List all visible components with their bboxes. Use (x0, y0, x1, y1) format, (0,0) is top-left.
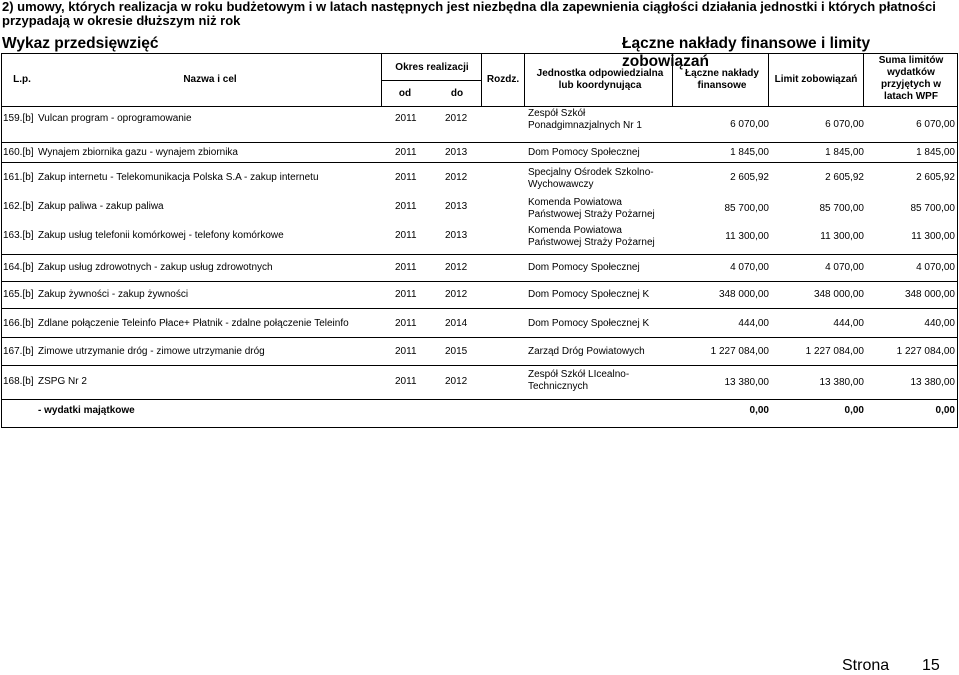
table-row-from: 2011 (395, 262, 417, 273)
table-row-limit: 13 380,00 (819, 377, 864, 388)
table-row-unit: Dom Pomocy Społecznej (528, 262, 640, 273)
list-title: Wykaz przedsięwzięć (2, 35, 159, 52)
table-row-unit: Specjalny Ośrodek Szkolno-Wychowawczy (528, 167, 654, 190)
table-row-name: Zakup internetu - Telekomunikacja Polska S.A - zakup internetu (38, 172, 319, 183)
table-row-total: 85 700,00 (724, 203, 769, 214)
table-row-unit: Dom Pomocy Społecznej K (528, 318, 650, 329)
table-row-from: 2011 (395, 147, 417, 158)
header-name: Nazwa i cel (183, 74, 237, 85)
table-row-to: 2013 (445, 147, 468, 158)
header-to: do (450, 88, 464, 99)
table-row-lp: 167.[b] (3, 346, 34, 357)
table-row-total: 11 300,00 (725, 231, 769, 242)
table-row-from: 2011 (395, 346, 417, 357)
table-row-to: 2012 (445, 376, 468, 387)
table-row-lp: 161.[b] (3, 172, 34, 183)
table-row-limit: 6 070,00 (825, 119, 864, 130)
table-row-to: 2014 (445, 318, 468, 329)
table-row-sum: 13 380,00 (910, 377, 955, 388)
header-section: Rozdz. (486, 74, 520, 85)
table-row-to: 2013 (445, 201, 468, 212)
footer-page-number: 15 (922, 657, 940, 674)
summary-total: 0,00 (749, 405, 769, 416)
header-sum: Suma limitów wydatków przyjętych w latach WPF (878, 55, 944, 102)
table-row-total: 2 605,92 (730, 172, 769, 183)
table-row-from: 2011 (395, 172, 417, 183)
table-row-name: Vulcan program - oprogramowanie (38, 113, 192, 124)
header-from: od (398, 88, 412, 99)
table-row-unit: Dom Pomocy Społecznej (528, 147, 640, 158)
table-row-to: 2012 (445, 262, 468, 273)
table-row-total: 1 845,00 (730, 147, 769, 158)
table-row-from: 2011 (395, 113, 417, 124)
header-lp: L.p. (13, 74, 31, 85)
header-total: Łączne nakłady finansowe (685, 68, 759, 91)
table-row-from: 2011 (395, 289, 417, 300)
table-row-name: Wynajem zbiornika gazu - wynajem zbiornika (38, 147, 238, 158)
table-row-sum: 4 070,00 (916, 262, 955, 273)
table-row-sum: 6 070,00 (916, 119, 955, 130)
header-period: Okres realizacji (395, 62, 469, 73)
table-row-name: Zdlane połączenie Teleinfo Płace+ Płatnik - zdalne połączenie Teleinfo (38, 318, 349, 329)
table-row-total: 6 070,00 (730, 119, 769, 130)
table-row-lp: 163.[b] (3, 230, 34, 241)
header-limit: Limit zobowiązań (774, 74, 858, 85)
table-row-lp: 159.[b] (3, 113, 34, 124)
table-row-name: Zakup usług telefonii komórkowej - telefony komórkowe (38, 230, 284, 241)
table-row-sum: 1 845,00 (916, 147, 955, 158)
table-row-limit: 444,00 (833, 318, 864, 329)
table-row-to: 2012 (445, 113, 468, 124)
table-row-to: 2013 (445, 230, 468, 241)
table-row-sum: 348 000,00 (904, 289, 955, 300)
table-row-sum: 440,00 (924, 318, 955, 329)
table-row-lp: 160.[b] (3, 147, 34, 158)
table-row-to: 2012 (445, 172, 468, 183)
table-row-name: Zakup żywności - zakup żywności (38, 289, 189, 300)
table-row-total: 348 000,00 (718, 289, 769, 300)
table-row-limit: 11 300,00 (820, 231, 864, 242)
table-row-sum: 85 700,00 (910, 203, 955, 214)
table-row-name: ZSPG Nr 2 (38, 376, 87, 387)
summary-sum: 0,00 (935, 405, 955, 416)
table-row-unit: Zespół Szkół LIcealno-Technicznych (528, 369, 630, 392)
table-row-name: Zimowe utrzymanie dróg - zimowe utrzymanie dróg (38, 346, 265, 357)
totals-title: Łączne nakłady finansowe i limity zobowiązań (622, 35, 871, 70)
table-row-unit: Zarząd Dróg Powiatowych (528, 346, 645, 357)
table-row-sum: 2 605,92 (916, 172, 955, 183)
table-row-unit: Komenda Powiatowa Państwowej Straży Pożarnej (528, 225, 655, 248)
table-row-lp: 164.[b] (3, 262, 34, 273)
table-row-lp: 165.[b] (3, 289, 34, 300)
table-row-total: 1 227 084,00 (710, 346, 769, 357)
table-row-lp: 168.[b] (3, 376, 34, 387)
table-row-unit: Komenda Powiatowa Państwowej Straży Pożarnej (528, 197, 655, 220)
table-row-lp: 166.[b] (3, 318, 34, 329)
header-unit: Jednostka odpowiedzialna lub koordynująca (536, 68, 664, 91)
table-row-limit: 1 227 084,00 (805, 346, 864, 357)
table-row-from: 2011 (395, 201, 417, 212)
summary-label: - wydatki majątkowe (38, 405, 135, 416)
table-row-name: Zakup paliwa - zakup paliwa (38, 201, 164, 212)
summary-limit: 0,00 (844, 405, 864, 416)
table-row-lp: 162.[b] (3, 201, 34, 212)
table-row-sum: 1 227 084,00 (896, 346, 955, 357)
table-row-unit: Zespół Szkół Ponadgimnazjalnych Nr 1 (528, 108, 642, 131)
page-heading: 2) umowy, których realizacja w roku budżetowym i w latach następnych jest niezbędna dla zapewnienia ciągłości działania jednostki i których płatności przypadają w okresie dłuższym niż rok (2, 0, 936, 28)
table-row-to: 2015 (445, 346, 468, 357)
table-row-from: 2011 (395, 230, 417, 241)
table-row-limit: 4 070,00 (825, 262, 864, 273)
table-row-limit: 1 845,00 (825, 147, 864, 158)
table-row-total: 13 380,00 (724, 377, 769, 388)
table-row-total: 444,00 (738, 318, 769, 329)
table-row-sum: 11 300,00 (911, 231, 955, 242)
table-row-to: 2012 (445, 289, 468, 300)
table-row-limit: 348 000,00 (813, 289, 864, 300)
table-row-unit: Dom Pomocy Społecznej K (528, 289, 650, 300)
table-row-from: 2011 (395, 376, 417, 387)
table-row-limit: 2 605,92 (825, 172, 864, 183)
table-row-total: 4 070,00 (730, 262, 769, 273)
table-row-limit: 85 700,00 (819, 203, 864, 214)
footer-page-label: Strona (842, 657, 890, 674)
table-row-from: 2011 (395, 318, 417, 329)
table-row-name: Zakup usług zdrowotnych - zakup usług zdrowotnych (38, 262, 273, 273)
